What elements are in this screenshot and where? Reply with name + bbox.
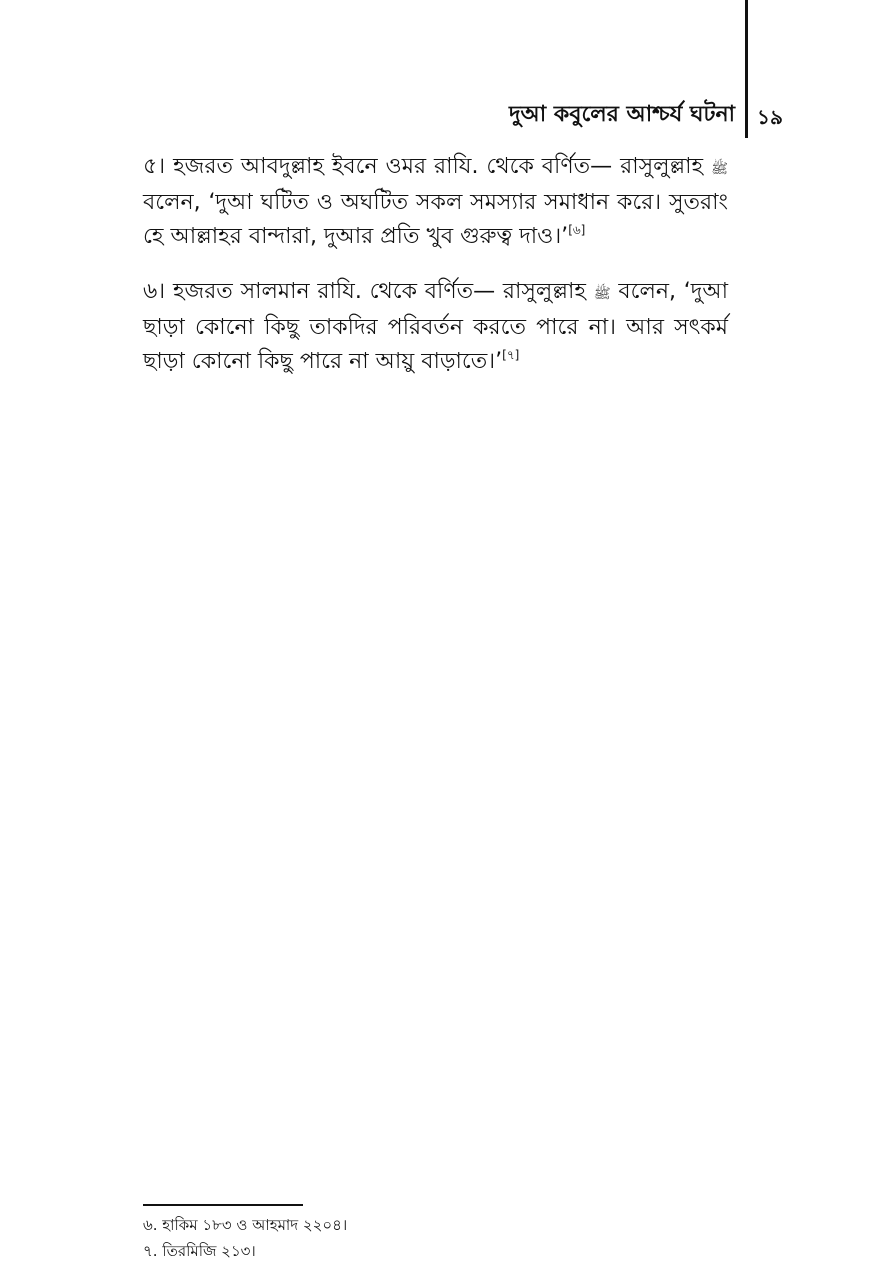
footnote-6: ৬. হাকিম ১৮৩ ও আহমাদ ২২০৪। [143,1216,348,1234]
paragraph-5 [143,150,728,254]
footnote-separator [143,1204,303,1206]
footnotes [143,1212,643,1264]
header-vertical-rule [745,0,748,138]
paragraph-text: ৫। হজরত আবদুল্লাহ ইবনে ওমর রাযি. থেকে বর্ণিত— রাসুলুল্লাহ [143,154,704,179]
paragraph-text: বলেন, ‘দুআ ঘটিত ও অঘটিত সকল সমস্যার সমাধান করে। সুতরাং হে আল্লাহর বান্দারা, দুআর প্রতি খুব গুরুত্ব দাও।’ [143,190,728,249]
footnote-marker-7[interactable]: [৭] [502,348,520,362]
paragraph-6 [143,275,728,379]
running-title: দুআ কবুলের আশ্চর্য ঘটনা [508,102,735,127]
footnote-marker-6[interactable]: [৬] [568,223,586,237]
page-number: ১৯ [757,105,783,129]
salawat-symbol: ﷺ [593,286,611,302]
paragraph-text: ৬। হজরত সালমান রাযি. থেকে বর্ণিত— রাসুলুল্লাহ [143,279,586,304]
body-text [143,150,728,400]
salawat-symbol: ﷺ [711,161,728,177]
footnote-7: ৭. তিরমিজি ২১৩। [143,1242,256,1260]
paragraph-text: বলেন, ‘দুআ ছাড়া কোনো কিছু তাকদির পরিবর্তন করতে পারে না। আর সৎকর্ম ছাড়া কোনো কিছু পারে না আয়ু বাড়াতে।’ [143,279,728,374]
